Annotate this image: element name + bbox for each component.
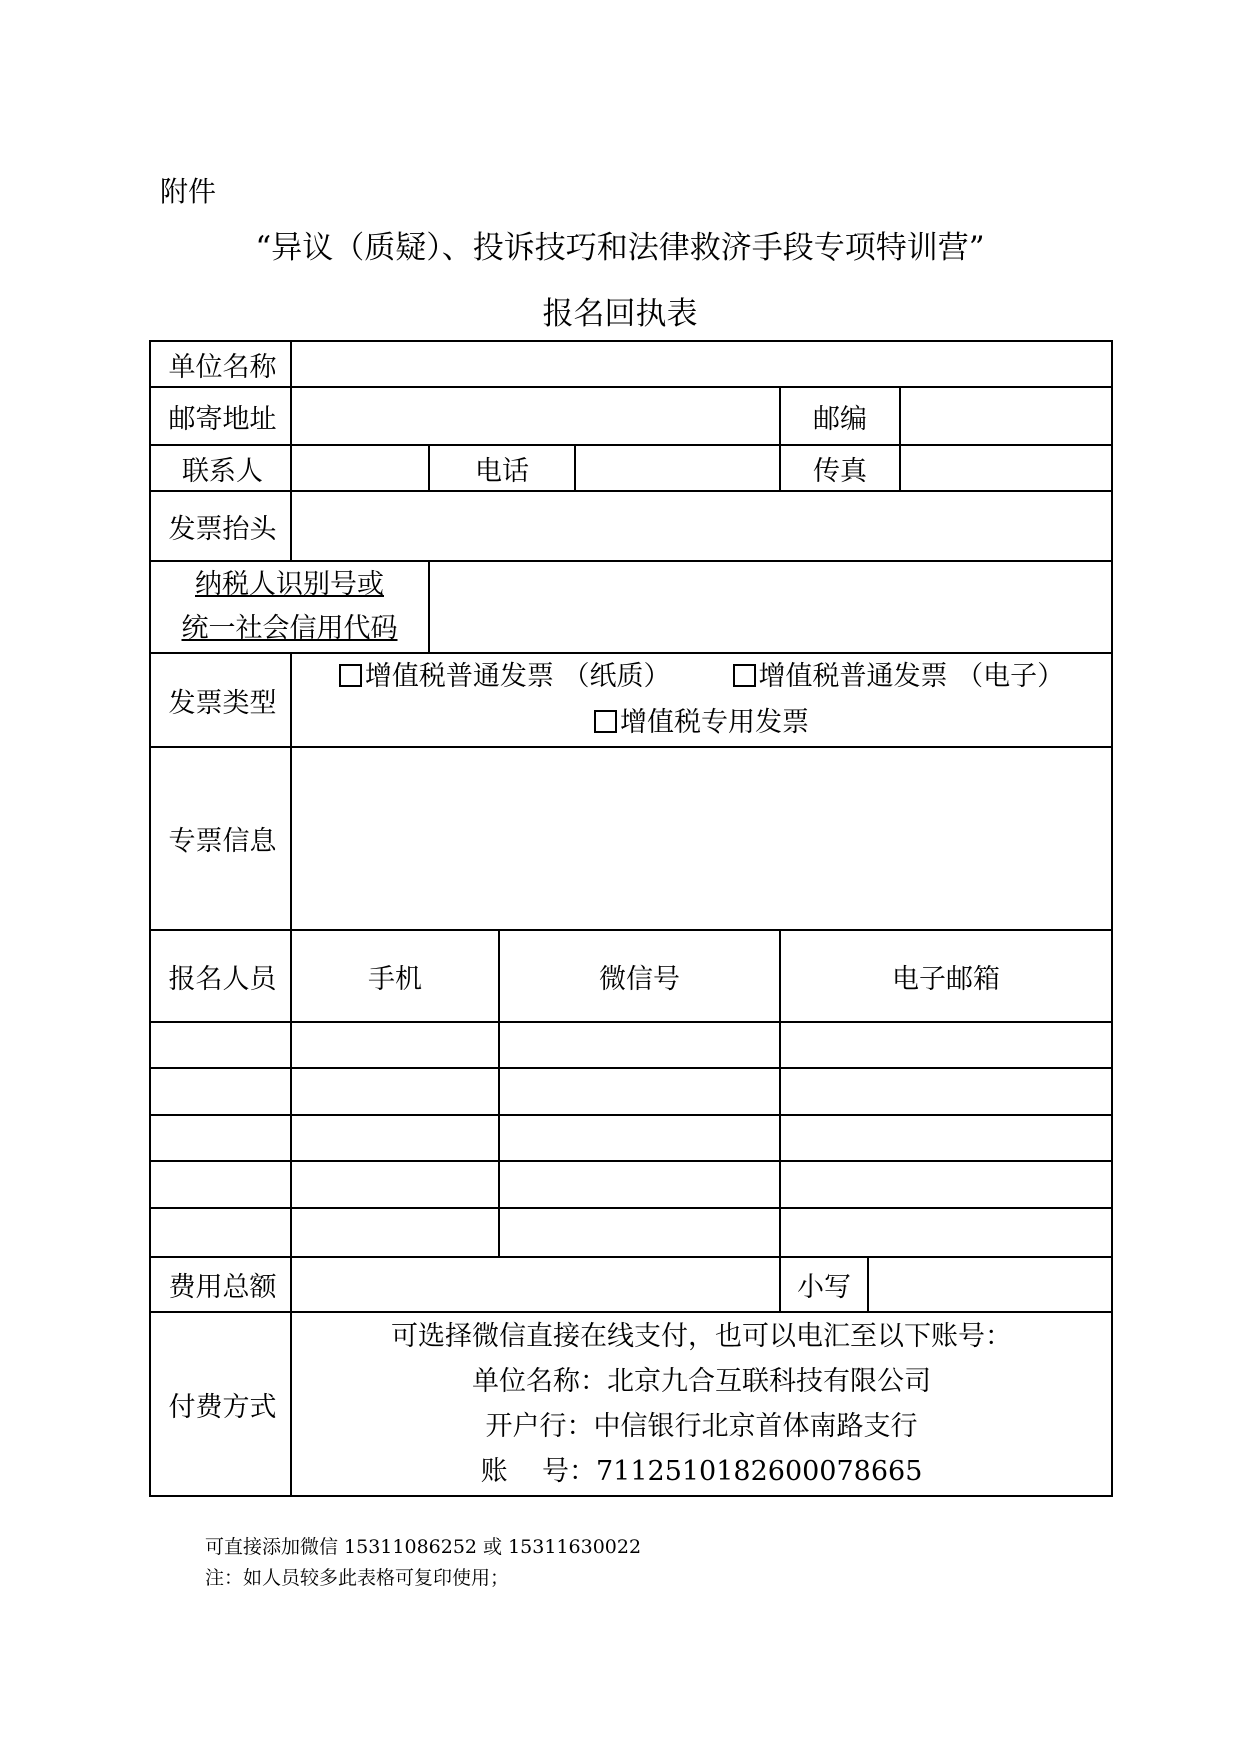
postcode-label: 邮编 bbox=[780, 387, 900, 445]
payment-label: 付费方式 bbox=[150, 1312, 291, 1496]
payment-info bbox=[291, 1312, 1112, 1496]
column-header-email: 电子邮箱 bbox=[780, 930, 1112, 1022]
checkbox-icon[interactable] bbox=[594, 710, 617, 733]
attendee-row bbox=[150, 1068, 1112, 1115]
attendee-wechat-cell[interactable] bbox=[499, 1022, 780, 1068]
tax-id-field[interactable] bbox=[429, 561, 1112, 653]
attendee-row bbox=[150, 1161, 1112, 1208]
attendee-name-cell[interactable] bbox=[150, 1208, 291, 1257]
invoice-option-paper[interactable] bbox=[339, 661, 671, 692]
attendee-wechat-cell[interactable] bbox=[499, 1068, 780, 1115]
attendee-name-cell[interactable] bbox=[150, 1115, 291, 1161]
phone-field[interactable] bbox=[575, 445, 780, 491]
attendee-wechat-cell[interactable] bbox=[499, 1161, 780, 1208]
attendee-name-cell[interactable] bbox=[150, 1022, 291, 1068]
tax-id-label bbox=[150, 561, 429, 653]
tax-id-label-line2: 统一社会信用代码 bbox=[181, 613, 398, 644]
payment-company-name: 单位名称：北京九合互联科技有限公司 bbox=[472, 1366, 932, 1397]
wechat-contact-note: 可直接添加微信 15311086252 或 15311630022 bbox=[205, 1536, 642, 1558]
copy-form-note: 注：如人员较多此表格可复印使用； bbox=[205, 1567, 510, 1589]
invoice-option-special[interactable] bbox=[594, 707, 809, 738]
document-title: “异议（质疑）、投诉技巧和法律救济手段专项特训营” bbox=[255, 230, 985, 266]
registration-form-table bbox=[149, 340, 1113, 1497]
document-subtitle: 报名回执表 bbox=[542, 296, 698, 332]
attendee-name-cell[interactable] bbox=[150, 1068, 291, 1115]
invoice-option-electronic-label: 增值税普通发票 （电子） bbox=[758, 661, 1065, 692]
attendee-email-cell[interactable] bbox=[780, 1115, 1112, 1161]
fax-label: 传真 bbox=[780, 445, 900, 491]
row-payment bbox=[150, 1312, 1112, 1496]
payment-bank: 开户行：中信银行北京首体南路支行 bbox=[485, 1411, 918, 1442]
special-invoice-label: 专票信息 bbox=[150, 747, 291, 930]
invoice-option-special-label: 增值税专用发票 bbox=[620, 707, 810, 738]
attendee-wechat-cell[interactable] bbox=[499, 1208, 780, 1257]
row-contact bbox=[150, 445, 1112, 491]
invoice-title-field[interactable] bbox=[291, 491, 1112, 561]
row-special-invoice bbox=[150, 747, 1112, 930]
phone-label: 电话 bbox=[429, 445, 575, 491]
special-invoice-field[interactable] bbox=[291, 747, 1112, 930]
attendee-email-cell[interactable] bbox=[780, 1068, 1112, 1115]
unit-name-label: 单位名称 bbox=[150, 341, 291, 387]
lowercase-amount-label: 小写 bbox=[780, 1257, 868, 1312]
address-label: 邮寄地址 bbox=[150, 387, 291, 445]
row-invoice-title bbox=[150, 491, 1112, 561]
contact-field[interactable] bbox=[291, 445, 429, 491]
row-unit-name bbox=[150, 341, 1112, 387]
invoice-type-label: 发票类型 bbox=[150, 653, 291, 747]
attendees-label: 报名人员 bbox=[150, 930, 291, 1022]
attendee-mobile-cell[interactable] bbox=[291, 1115, 499, 1161]
attendee-row bbox=[150, 1208, 1112, 1257]
invoice-option-paper-label: 增值税普通发票 （纸质） bbox=[364, 661, 671, 692]
attendee-name-cell[interactable] bbox=[150, 1161, 291, 1208]
column-header-wechat: 微信号 bbox=[499, 930, 780, 1022]
attendee-mobile-cell[interactable] bbox=[291, 1068, 499, 1115]
column-header-mobile: 手机 bbox=[291, 930, 499, 1022]
unit-name-field[interactable] bbox=[291, 341, 1112, 387]
attendee-mobile-cell[interactable] bbox=[291, 1208, 499, 1257]
row-tax-id bbox=[150, 561, 1112, 653]
total-fee-field[interactable] bbox=[291, 1257, 780, 1312]
fax-field[interactable] bbox=[900, 445, 1112, 491]
address-field[interactable] bbox=[291, 387, 780, 445]
invoice-type-options bbox=[291, 653, 1112, 747]
row-total-fee bbox=[150, 1257, 1112, 1312]
row-address bbox=[150, 387, 1112, 445]
tax-id-label-line1: 纳税人识别号或 bbox=[195, 569, 384, 600]
lowercase-amount-field[interactable] bbox=[868, 1257, 1112, 1312]
payment-account-number: 账 号：7112510182600078665 bbox=[480, 1456, 923, 1487]
attendee-row bbox=[150, 1022, 1112, 1068]
attendee-email-cell[interactable] bbox=[780, 1161, 1112, 1208]
row-attendee-header bbox=[150, 930, 1112, 1022]
attachment-label: 附件 bbox=[160, 175, 217, 208]
checkbox-icon[interactable] bbox=[339, 664, 362, 687]
invoice-option-electronic[interactable] bbox=[733, 661, 1065, 692]
attendee-email-cell[interactable] bbox=[780, 1022, 1112, 1068]
contact-label: 联系人 bbox=[150, 445, 291, 491]
attendee-mobile-cell[interactable] bbox=[291, 1161, 499, 1208]
row-invoice-type bbox=[150, 653, 1112, 747]
total-fee-label: 费用总额 bbox=[150, 1257, 291, 1312]
attendee-row bbox=[150, 1115, 1112, 1161]
postcode-field[interactable] bbox=[900, 387, 1112, 445]
checkbox-icon[interactable] bbox=[733, 664, 756, 687]
attendee-wechat-cell[interactable] bbox=[499, 1115, 780, 1161]
attendee-mobile-cell[interactable] bbox=[291, 1022, 499, 1068]
payment-instruction: 可选择微信直接在线支付，也可以电汇至以下账号： bbox=[391, 1321, 1013, 1352]
attendee-email-cell[interactable] bbox=[780, 1208, 1112, 1257]
invoice-title-label: 发票抬头 bbox=[150, 491, 291, 561]
